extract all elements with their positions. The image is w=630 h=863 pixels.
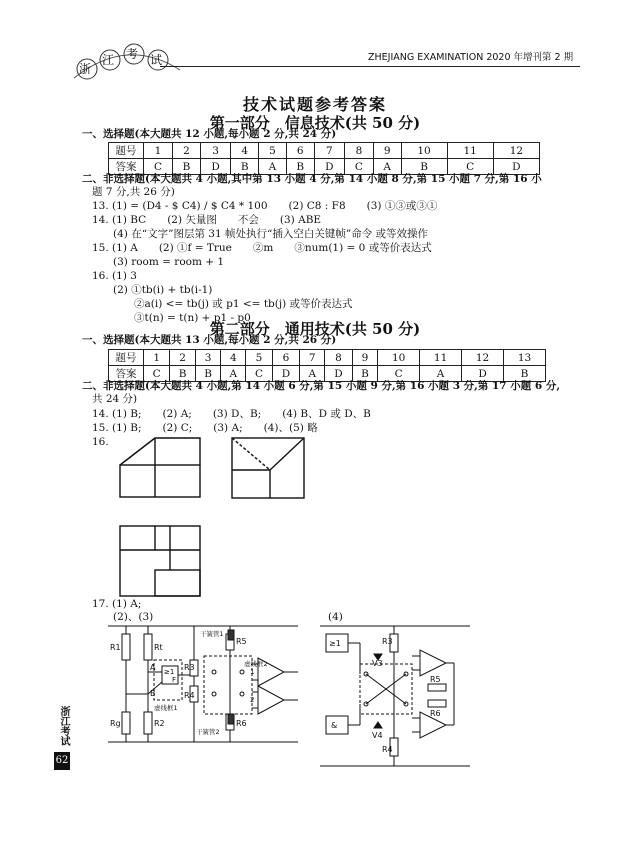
- part1-question-number: 4: [231, 143, 259, 159]
- part1-question-number: 5: [259, 143, 287, 159]
- circuit-a-label-box1: 虚线框1: [154, 704, 178, 712]
- part2-question-number: 3: [195, 350, 220, 366]
- part2-heading: 第二部分 通用技术(共 50 分): [209, 320, 421, 338]
- part2-question-number: 6: [272, 350, 299, 366]
- q16-view-bottom: [120, 526, 200, 596]
- part2-answer: B: [170, 366, 195, 382]
- part1-question-number: 12: [493, 143, 539, 159]
- part2-nonmc-heading-1: 二、非选择题(本大题共 4 小题,第 14 小题 6 分,第 15 小题 9 分,第 16 小题 3 分,第 17 小题 6 分,: [82, 380, 561, 392]
- q16-view-left: [120, 438, 200, 497]
- circuit-a-label-r3: R3: [184, 663, 195, 672]
- part2-number-row: [109, 350, 546, 366]
- part2-row-label-a: 答案: [109, 366, 144, 382]
- part1-question-number: 7: [314, 143, 344, 159]
- p2-line-17-23: (2)、(3): [92, 611, 154, 623]
- logo-char-1: 浙: [79, 62, 92, 76]
- circuit-a-label-r1: R1: [110, 643, 121, 652]
- p1-line-15-3: (3) room = room + 1: [92, 256, 225, 268]
- circuit-a-label-r4: R4: [184, 691, 195, 700]
- part1-number-row: [109, 143, 540, 159]
- circuit-diagram-a: [108, 624, 298, 746]
- part1-question-number: 9: [373, 143, 401, 159]
- circuit-a-label-f: F: [172, 676, 177, 684]
- part1-question-number: 8: [344, 143, 373, 159]
- part1-answer: A: [259, 159, 287, 175]
- part2-answer: A: [221, 366, 246, 382]
- circuit-a-label-r6: R6: [236, 719, 247, 728]
- circuit-a-label-ge1: ≥1: [164, 668, 175, 676]
- part2-question-number: 5: [246, 350, 272, 366]
- circuit-a-label-rg: Rg: [110, 719, 121, 728]
- part1-answer: A: [373, 159, 401, 175]
- part1-question-number: 6: [286, 143, 314, 159]
- circuit-b-label-r3: R3: [382, 637, 393, 646]
- part1-answer: C: [447, 159, 493, 175]
- p2-line-14: 14. (1) B; (2) A; (3) D、B; (4) B、D 或 D、B: [92, 408, 371, 420]
- p2-line-17: 17. (1) A;: [92, 598, 142, 610]
- circuit-a-label-reed1: 干簧管1: [200, 630, 224, 638]
- part1-heading: 第一部分 信息技术(共 50 分): [209, 114, 421, 132]
- circuit-b-label-r5: R5: [430, 675, 441, 684]
- circuit-a-label-1: 1: [250, 668, 255, 676]
- part1-nonmc-heading-2: 题 7 分,共 26 分): [92, 186, 175, 198]
- part1-nonmc-heading-1: 二、非选择题(本大题共 4 小题,其中第 13 小题 4 分,第 14 小题 8 分,第 15 小题 7 分,第 16 小: [82, 173, 542, 185]
- p1-line-13: 13. (1) = (D4 - $ C4) / $ C4 * 100 (2) C8 : F8 (3) ①③或③①: [92, 200, 438, 212]
- part1-answer: B: [231, 159, 259, 175]
- part1-question-number: 2: [173, 143, 201, 159]
- part1-row-label-q: 题号: [109, 143, 144, 159]
- p2-line-16: 16.: [92, 436, 109, 448]
- circuit-a-label-r2: R2: [154, 719, 165, 728]
- part2-answer: C: [246, 366, 272, 382]
- part2-question-number: 9: [352, 350, 377, 366]
- p1-line-16-2c: ③t(n) = t(n) + p1 - p0: [92, 312, 251, 324]
- logo-char-2: 江: [102, 53, 115, 67]
- p2-line-15: 15. (1) B; (2) C; (3) A; (4)、(5) 略: [92, 422, 318, 434]
- part2-answer: B: [504, 366, 546, 382]
- circuit-b-label-and: &: [331, 721, 338, 730]
- logo-char-3: 考: [126, 47, 139, 61]
- part1-row-label-a: 答案: [109, 159, 144, 175]
- part1-question-number: 10: [401, 143, 447, 159]
- page-number: 62: [54, 752, 70, 770]
- part2-answer-table: [108, 349, 546, 382]
- page-title: 技术试题参考答案: [242, 95, 387, 114]
- circuit-b-label-r4: R4: [382, 745, 393, 754]
- circuit-a-label-a: A: [150, 663, 156, 672]
- part2-answer: B: [352, 366, 377, 382]
- part1-answer: D: [200, 159, 230, 175]
- part1-answer: C: [144, 159, 173, 175]
- part2-question-number: 8: [325, 350, 352, 366]
- part1-answer: B: [286, 159, 314, 175]
- part2-nonmc-heading-2: 共 24 分): [92, 393, 138, 405]
- part1-mc-heading: 一、选择题(本大题共 12 小题,每小题 2 分,共 24 分): [82, 128, 337, 140]
- part2-question-number: 4: [221, 350, 246, 366]
- part2-answer: D: [462, 366, 504, 382]
- part2-row-label-q: 题号: [109, 350, 144, 366]
- part2-answer: D: [325, 366, 352, 382]
- p2-label-4: (4): [328, 611, 343, 623]
- part1-question-number: 1: [144, 143, 173, 159]
- p1-line-14: 14. (1) BC (2) 矢量图 不会 (3) ABE: [92, 214, 322, 226]
- part2-answer: B: [195, 366, 220, 382]
- p1-line-15: 15. (1) A (2) ①f = True ②m ③num(1) = 0 或等价表达式: [92, 242, 432, 254]
- part2-answer: C: [144, 366, 170, 382]
- part2-question-number: 13: [504, 350, 546, 366]
- p1-line-16: 16. (1) 3: [92, 270, 137, 282]
- part2-question-number: 10: [378, 350, 420, 366]
- part1-answer: C: [344, 159, 373, 175]
- circuit-a-label-2: 2: [250, 696, 255, 704]
- circuit-b-label-r6: R6: [430, 709, 441, 718]
- part2-answer: D: [272, 366, 299, 382]
- circuit-diagram-b: [320, 624, 470, 770]
- part2-mc-heading: 一、选择题(本大题共 13 小题,每小题 2 分,共 26 分): [82, 334, 337, 346]
- side-journal-label: 浙江考试: [58, 706, 69, 746]
- part1-answer: B: [401, 159, 447, 175]
- part1-answer: B: [173, 159, 201, 175]
- part2-answer: A: [300, 366, 325, 382]
- circuit-a-label-r5: R5: [236, 637, 247, 646]
- logo-char-4: 试: [150, 53, 163, 67]
- header-rule: [160, 66, 580, 67]
- circuit-b-label-ge1: ≥1: [329, 639, 341, 648]
- part2-question-number: 1: [144, 350, 170, 366]
- part2-question-number: 2: [170, 350, 195, 366]
- part2-question-number: 12: [462, 350, 504, 366]
- part2-question-number: 11: [420, 350, 462, 366]
- circuit-a-label-reed2: 干簧管2: [196, 728, 220, 736]
- part1-answer: D: [314, 159, 344, 175]
- circuit-a-label-b: B: [150, 689, 156, 698]
- part1-answer: D: [493, 159, 539, 175]
- q16-drawings: [110, 430, 310, 605]
- p1-line-14-4: (4) 在“文字”图层第 31 帧处执行“插入空白关键帧”命令 或等效操作: [92, 228, 429, 240]
- circuit-a-label-rt: Rt: [154, 643, 163, 652]
- circuit-a-label-box2: 虚线框2: [244, 660, 268, 668]
- p1-line-16-2a: (2) ①tb(i) + tb(i-1): [92, 284, 213, 296]
- circuit-b-label-v3: V3: [372, 659, 383, 668]
- part2-answer: A: [420, 366, 462, 382]
- part1-answer-table: [108, 142, 540, 175]
- part2-question-number: 7: [300, 350, 325, 366]
- circuit-b-label-v4: V4: [372, 731, 383, 740]
- part1-question-number: 3: [200, 143, 230, 159]
- journal-name: ZHEJIANG EXAMINATION 2020 年增刊第 2 期: [368, 52, 574, 63]
- part2-answer: C: [378, 366, 420, 382]
- part1-question-number: 11: [447, 143, 493, 159]
- q16-view-right: [232, 438, 304, 498]
- p1-line-16-2b: ②a(i) <= tb(j) 或 p1 <= tb(j) 或等价表达式: [92, 298, 353, 310]
